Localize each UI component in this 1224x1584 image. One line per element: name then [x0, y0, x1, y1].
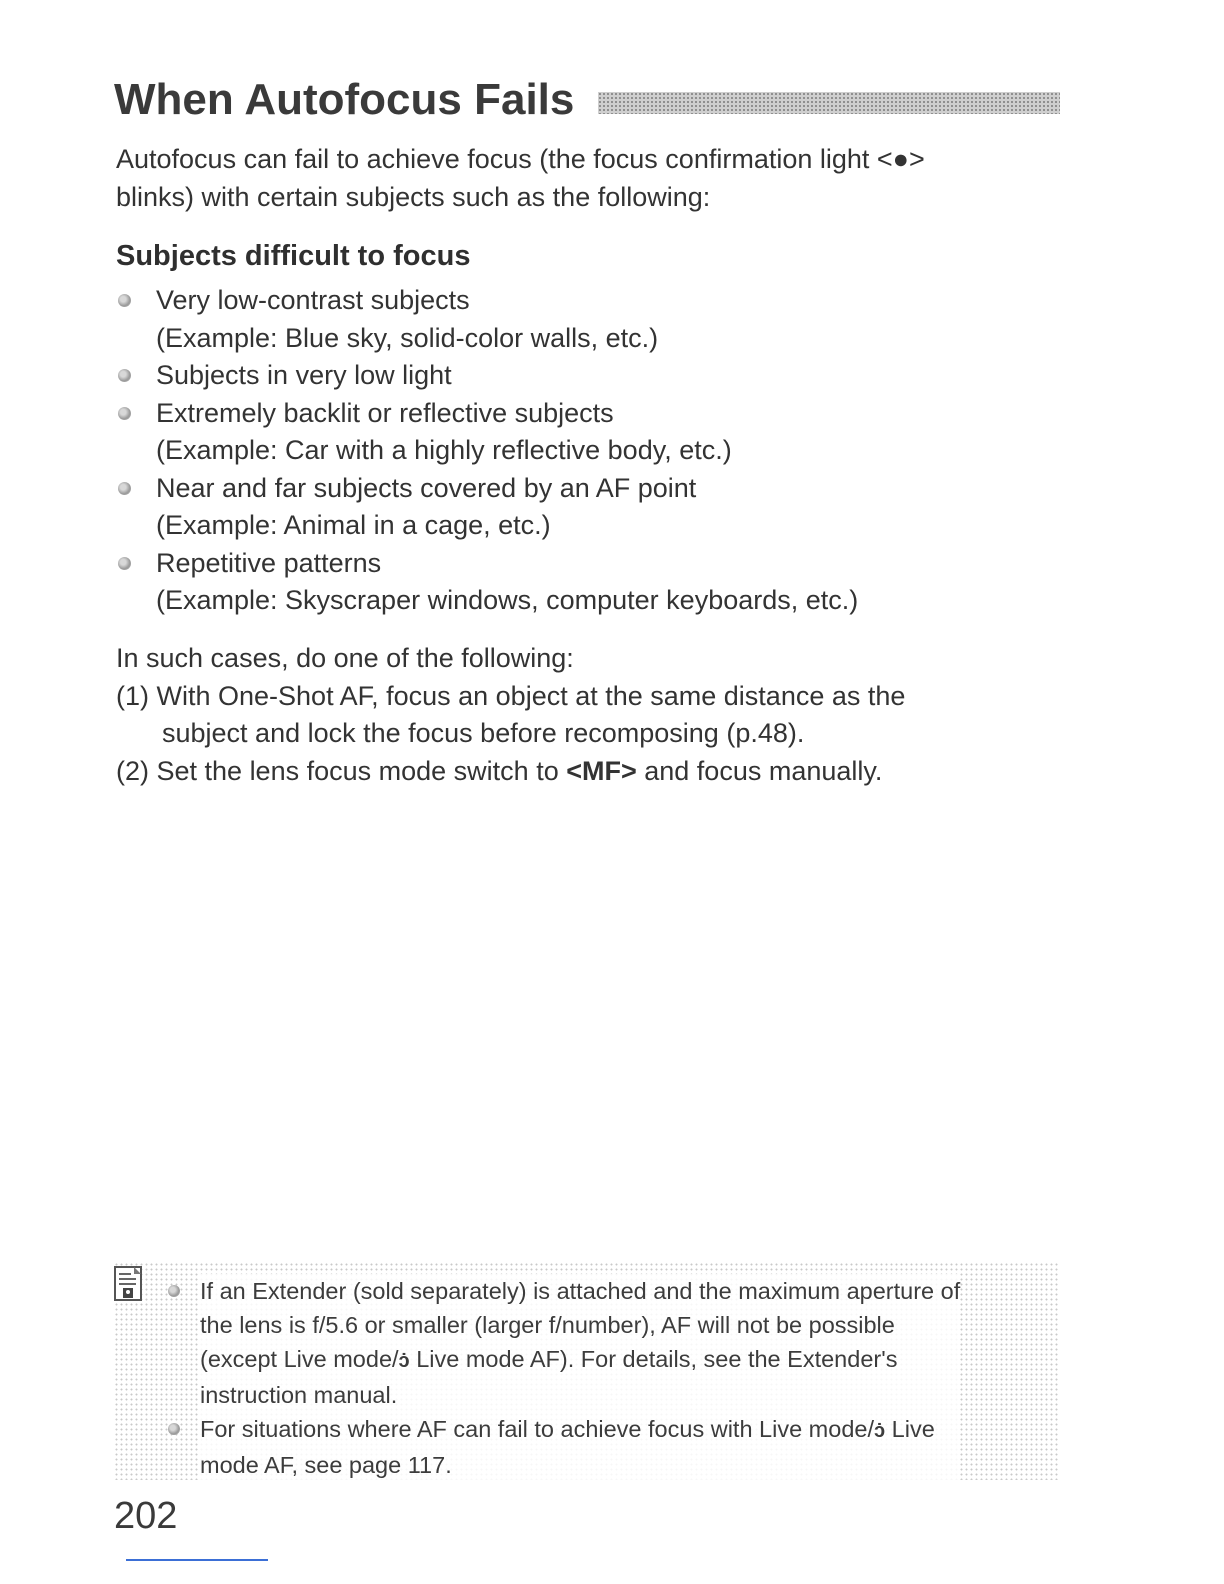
subsection-heading: Subjects difficult to focus [116, 240, 471, 272]
subject-example: (Example: Skyscraper windows, computer keyboards, etc.) [156, 585, 859, 615]
bullet-icon [168, 1423, 180, 1435]
note-text: For situations where AF can fail to achieve focus with Live mode/ [200, 1416, 874, 1442]
note-line [200, 1342, 960, 1378]
list-item [166, 1274, 960, 1412]
bullet-icon [118, 369, 131, 382]
note-line: If an Extender (sold separately) is attached and the maximum aperture of [200, 1274, 960, 1308]
intro-paragraph [116, 140, 1056, 216]
subject-label: Subjects in very low light [156, 360, 452, 390]
bullet-icon [168, 1285, 180, 1297]
remedy-step-1: (1) With One-Shot AF, focus an object at the same distance as the [116, 680, 906, 711]
list-item [116, 282, 1056, 357]
list-item [116, 545, 1056, 620]
bottom-rule [126, 1559, 268, 1561]
note-box [114, 1262, 1060, 1480]
remedy-section [116, 640, 1056, 790]
subjects-list [116, 282, 1056, 620]
face-detection-icon: ɔ̇ [398, 1350, 410, 1372]
memo-note-icon [114, 1266, 144, 1302]
note-text: (except Live mode/ [200, 1346, 399, 1372]
bullet-icon [118, 482, 131, 495]
subject-example: (Example: Blue sky, solid-color walls, etc.) [156, 322, 659, 353]
mf-switch-label: <MF> [566, 755, 637, 786]
bullet-icon [118, 294, 131, 307]
title-halftone-bar [598, 92, 1060, 114]
bullet-icon [118, 407, 131, 420]
subject-label: Very low-contrast subjects [156, 285, 470, 315]
note-list [166, 1274, 960, 1482]
list-item [116, 357, 1056, 395]
remedy-step-2 [116, 753, 1056, 791]
remedy-step-2-text-end: and focus manually. [636, 755, 883, 786]
subject-label: Extremely backlit or reflective subjects [156, 397, 614, 428]
subject-example: (Example: Animal in a cage, etc.) [156, 510, 551, 540]
note-text: Live mode AF). For details, see the Extender's [409, 1346, 898, 1372]
list-item [116, 470, 1056, 545]
remedy-step-1-continued: subject and lock the focus before recomposing (p.48). [162, 718, 805, 748]
note-line [200, 1412, 960, 1448]
note-line: mode AF, see page 117. [200, 1448, 960, 1482]
page-number: 202 [114, 1495, 178, 1537]
note-line: the lens is f/5.6 or smaller (larger f/number), AF will not be possible [200, 1308, 960, 1342]
subject-label: Repetitive patterns [156, 547, 382, 578]
note-line: instruction manual. [200, 1378, 960, 1412]
remedy-lead: In such cases, do one of the following: [116, 643, 574, 673]
list-item [116, 395, 1056, 470]
note-text: Live [885, 1416, 935, 1442]
intro-line-2: blinks) with certain subjects such as the following: [116, 182, 711, 212]
remedy-step-2-text: (2) Set the lens focus mode switch to [116, 755, 567, 786]
section-header [114, 74, 1060, 126]
bullet-icon [118, 557, 131, 570]
subject-example: (Example: Car with a highly reflective body, etc.) [156, 435, 732, 465]
page-title: When Autofocus Fails [114, 75, 575, 124]
face-detection-icon: ɔ̇ [874, 1420, 886, 1442]
list-item [166, 1412, 960, 1482]
subject-label: Near and far subjects covered by an AF point [156, 472, 697, 503]
intro-line-1: Autofocus can fail to achieve focus (the focus confirmation light <●> [116, 144, 925, 174]
